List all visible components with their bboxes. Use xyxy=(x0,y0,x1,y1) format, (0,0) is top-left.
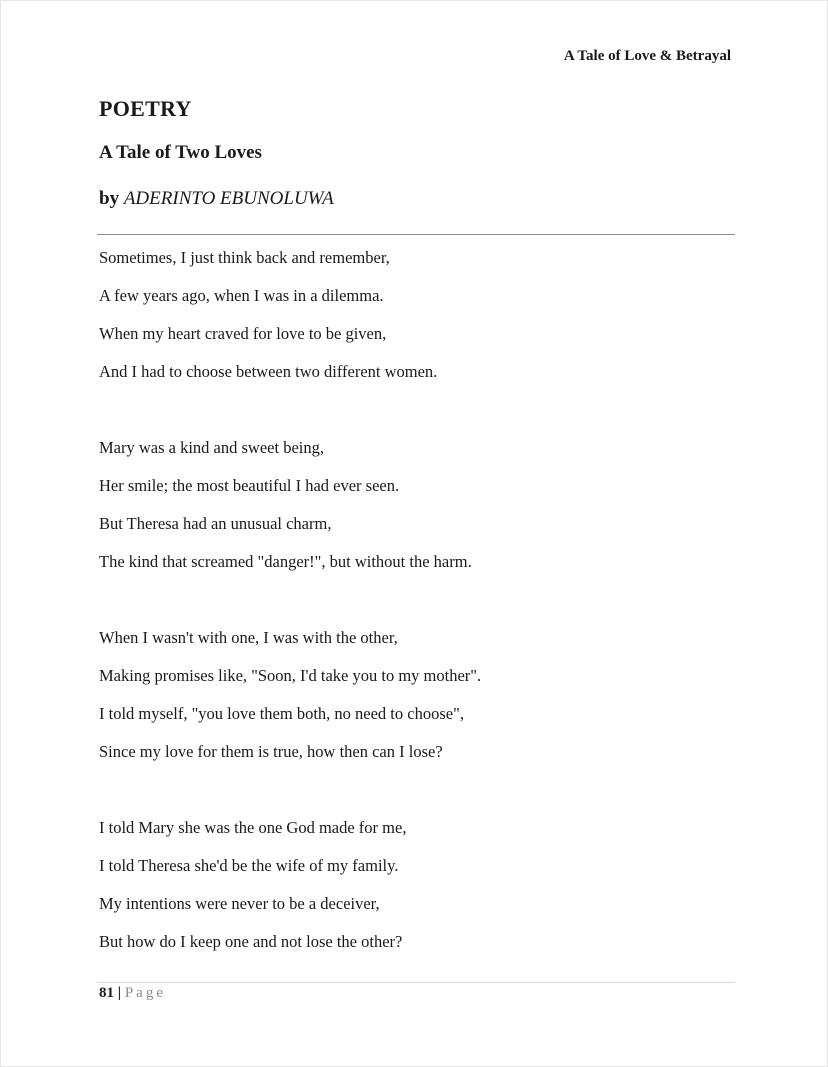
footer-separator: | xyxy=(117,985,122,1001)
poem-line: A few years ago, when I was in a dilemma. xyxy=(99,286,384,305)
poem-line: I told Theresa she'd be the wife of my family. xyxy=(99,856,399,875)
page-label: Page xyxy=(124,985,166,1001)
poem-line: My intentions were never to be a deceiver, xyxy=(99,894,380,913)
author-name: ADERINTO EBUNOLUWA xyxy=(123,188,334,209)
poem-title: A Tale of Two Loves xyxy=(99,142,262,163)
poem-line: But how do I keep one and not lose the other? xyxy=(99,932,403,951)
poem-line: Her smile; the most beautiful I had ever seen. xyxy=(99,476,400,495)
stanza xyxy=(99,627,729,779)
poem-line: Sometimes, I just think back and remember, xyxy=(99,248,390,267)
byline-label: by xyxy=(99,188,120,209)
stanza xyxy=(99,437,729,589)
poem-line: Making promises like, "Soon, I'd take you to my mother". xyxy=(99,666,482,685)
poem-line: When I wasn't with one, I was with the other, xyxy=(99,628,398,647)
poem-line: I told Mary she was the one God made for me, xyxy=(99,818,407,837)
poem-line: Since my love for them is true, how then can I lose? xyxy=(99,742,443,761)
poem-line: I told myself, "you love them both, no need to choose", xyxy=(99,704,464,723)
page-footer xyxy=(99,985,166,1002)
page-number: 81 xyxy=(99,985,114,1001)
poem-line: The kind that screamed "danger!", but without the harm. xyxy=(99,552,472,571)
byline xyxy=(99,188,334,210)
poem-line: But Theresa had an unusual charm, xyxy=(99,514,332,533)
running-header: A Tale of Love & Betrayal xyxy=(563,48,731,64)
poem-line: And I had to choose between two different women. xyxy=(99,362,438,381)
poem-body xyxy=(99,247,729,1007)
footer-divider xyxy=(97,982,735,983)
stanza xyxy=(99,817,729,969)
stanza xyxy=(99,247,729,399)
section-title: POETRY xyxy=(99,96,192,121)
poem-line: When my heart craved for love to be given, xyxy=(99,324,387,343)
title-divider xyxy=(97,234,735,235)
poem-line: Mary was a kind and sweet being, xyxy=(99,438,324,457)
